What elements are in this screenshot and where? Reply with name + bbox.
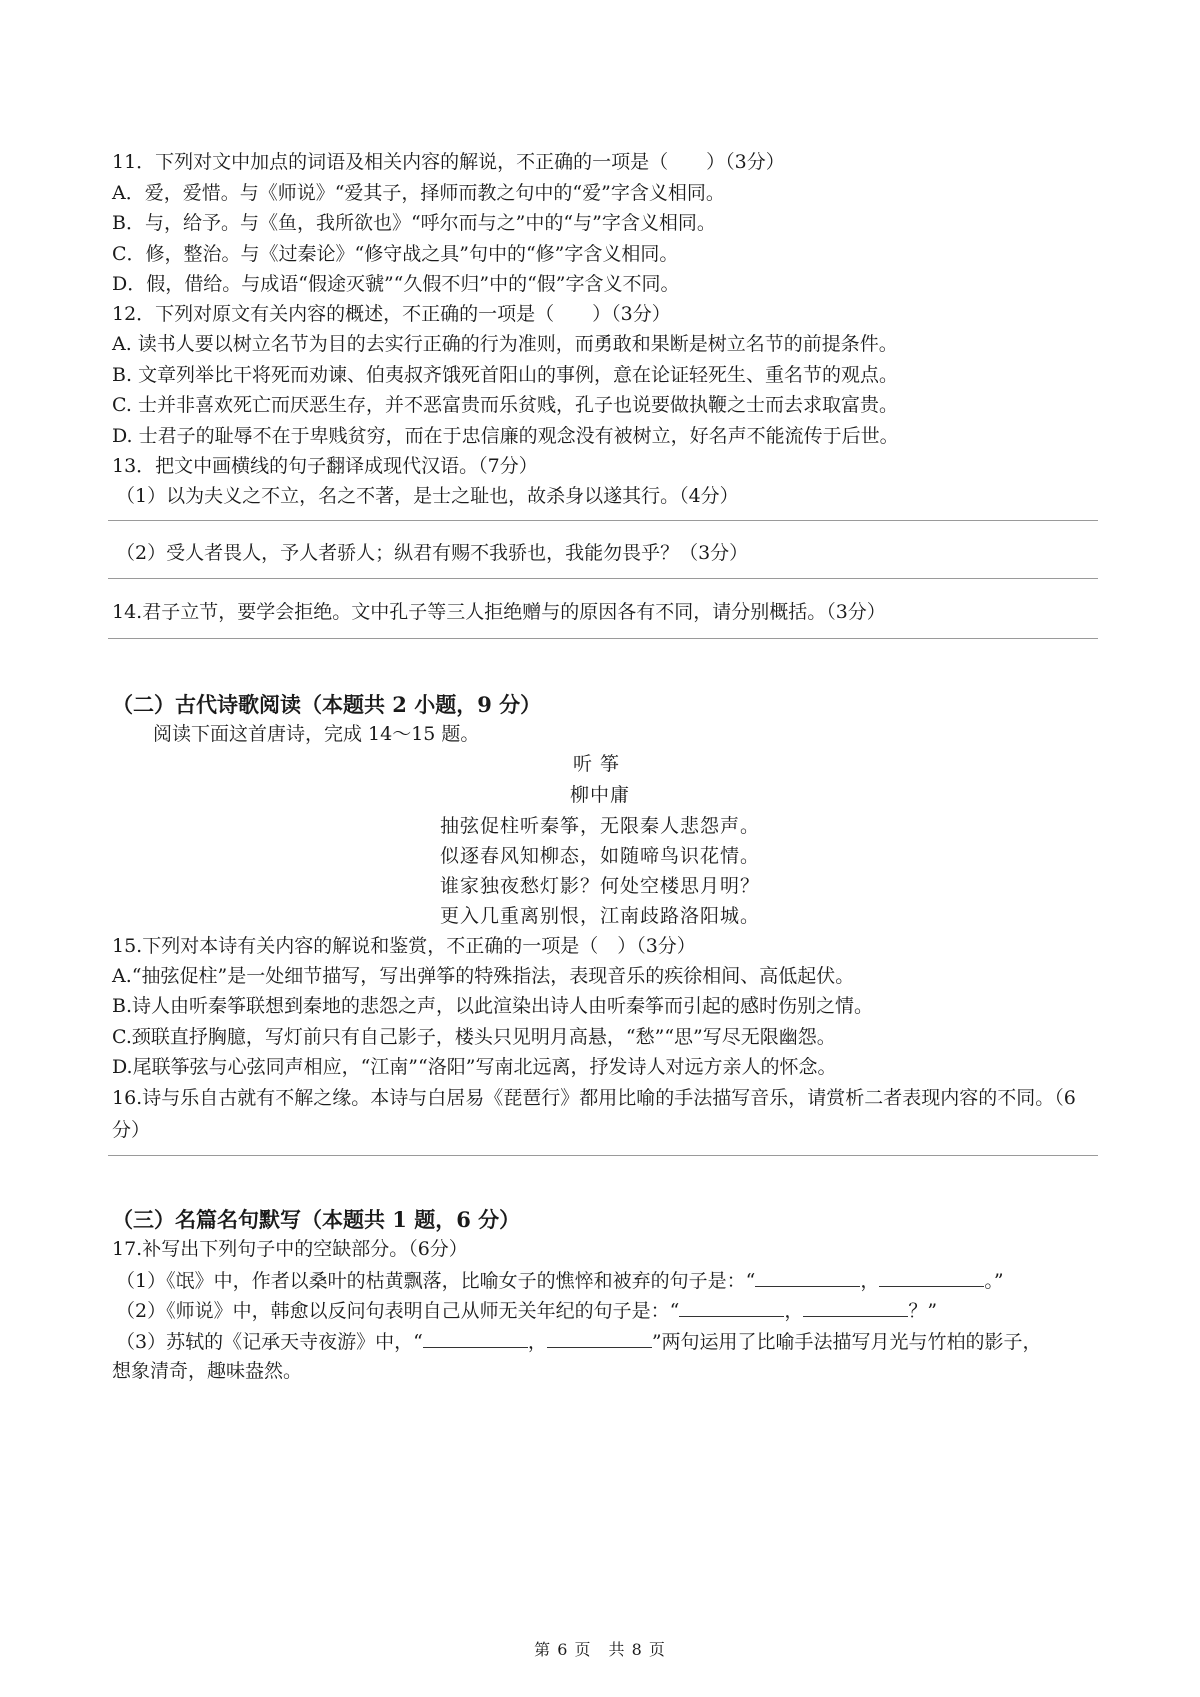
closing-mark: ？” — [908, 1300, 938, 1322]
q17-sub2-prompt: （2）《师说》中，韩愈以反问句表明自己从师无关年纪的句子是：“ — [116, 1300, 680, 1322]
fill-blank[interactable] — [547, 1329, 652, 1348]
q17-stem: 17.补写出下列句子中的空缺部分。（6分） — [112, 1238, 468, 1260]
q13-stem: 13．把文中画横线的句子翻译成现代汉语。（7分） — [112, 455, 538, 477]
q16-stem: 16.诗与乐自古就有不解之缘。本诗与白居易《琵琶行》都用比喻的手法描写音乐，请赏析二者表现内容的不同。（6分） — [112, 1087, 1076, 1141]
poem-line-1: 抽弦促柱听秦筝，无限秦人悲怨声。 — [439, 815, 760, 837]
q15-option-d: D.尾联筝弦与心弦同声相应，“江南”“洛阳”写南北远离，抒发诗人对远方亲人的怀念。 — [112, 1056, 837, 1078]
q15-option-c: C.颈联直抒胸臆，写灯前只有自己影子，楼头只见明月高悬，“愁”“思”写尽无限幽怨。 — [112, 1026, 836, 1048]
q11-option-a: A．爱，爱惜。与《师说》“爱其子，择师而教之句中的“爱”字含义相同。 — [112, 182, 725, 204]
closing-mark: 。” — [984, 1270, 1004, 1292]
q17-sub3-prompt: （3）苏轼的《记承天寺夜游》中，“ — [116, 1331, 423, 1353]
q11-stem: 11．下列对文中加点的词语及相关内容的解说，不正确的一项是（ ）（3分） — [112, 151, 785, 173]
q12-stem: 12．下列对原文有关内容的概述，不正确的一项是（ ）（3分） — [112, 303, 671, 325]
separator: ， — [527, 1331, 547, 1353]
q17-sub2 — [116, 1298, 937, 1323]
q17-sub1-prompt: （1）《氓》中，作者以桑叶的枯黄飘落，比喻女子的憔悴和被弃的句子是：“ — [116, 1270, 756, 1292]
q15-option-a: A.“抽弦促柱”是一处细节描写，写出弹筝的特殊指法，表现音乐的疾徐相间、高低起伏。 — [112, 965, 855, 987]
q15-option-b: B.诗人由听秦筝联想到秦地的悲怨之声，以此渲染出诗人由听秦筝而引起的感时伤别之情。 — [112, 995, 874, 1017]
poem-line-3: 谁家独夜愁灯影？何处空楼思月明？ — [439, 875, 760, 897]
fill-blank[interactable] — [879, 1268, 984, 1287]
answer-line — [108, 520, 1098, 521]
q12-option-c: C. 士并非喜欢死亡而厌恶生存，并不恶富贵而乐贫贱，孔子也说要做执鞭之士而去求取富贵。 — [112, 394, 898, 416]
q11-option-c: C．修，整治。与《过秦论》“修守战之具”句中的“修”字含义相同。 — [112, 243, 679, 265]
poem-title: 听筝 — [572, 753, 627, 775]
poem-line-4: 更入几重离别恨，江南歧路洛阳城。 — [439, 905, 760, 927]
separator: ， — [860, 1270, 880, 1292]
q13-sub2: （2）受人者畏人，予人者骄人；纵君有赐不我骄也，我能勿畏乎？（3分） — [116, 542, 749, 564]
answer-line — [108, 1155, 1098, 1156]
answer-line — [108, 638, 1098, 639]
fill-blank[interactable] — [679, 1298, 784, 1317]
section2-title: （二）古代诗歌阅读（本题共 2 小题，9 分） — [112, 692, 542, 717]
fill-blank[interactable] — [755, 1268, 860, 1287]
q17-sub3-tail: ”两句运用了比喻手法描写月光与竹柏的影子， — [651, 1331, 1042, 1353]
poem-line-2: 似逐春风知柳态，如随啼鸟识花情。 — [439, 845, 760, 867]
q11-option-d: D．假，借给。与成语“假途灭虢”“久假不归”中的“假”字含义不同。 — [112, 273, 680, 295]
poem-author: 柳中庸 — [569, 784, 630, 806]
q13-sub1: （1）以为夫义之不立，名之不著，是士之耻也，故杀身以遂其行。（4分） — [116, 485, 739, 507]
fill-blank[interactable] — [423, 1329, 528, 1348]
q17-sub3-line2: 想象清奇，趣味盎然。 — [112, 1360, 303, 1382]
q12-option-b: B. 文章列举比干将死而劝谏、伯夷叔齐饿死首阳山的事例，意在论证轻死生、重名节的观点。 — [112, 364, 899, 386]
q15-stem: 15.下列对本诗有关内容的解说和鉴赏，不正确的一项是（ ）（3分） — [112, 935, 696, 957]
q12-option-d: D. 士君子的耻辱不在于卑贱贫穷，而在于忠信廉的观念没有被树立，好名声不能流传于后世。 — [112, 425, 899, 447]
answer-line — [108, 578, 1098, 579]
q17-sub3 — [116, 1329, 1042, 1354]
section3-title: （三）名篇名句默写（本题共 1 题，6 分） — [112, 1207, 521, 1232]
q17-sub1 — [116, 1268, 1004, 1293]
q11-option-b: B．与，给予。与《鱼，我所欲也》“呼尔而与之”中的“与”字含义相同。 — [112, 212, 716, 234]
q14-stem: 14.君子立节，要学会拒绝。文中孔子等三人拒绝赠与的原因各有不同，请分别概括。（3分） — [112, 601, 886, 623]
fill-blank[interactable] — [803, 1298, 908, 1317]
separator: ， — [784, 1300, 804, 1322]
q12-option-a: A. 读书人要以树立名节为目的去实行正确的行为准则，而勇敢和果断是树立名节的前提条件。 — [112, 333, 898, 355]
section2-intro: 阅读下面这首唐诗，完成 14～15 题。 — [153, 723, 480, 745]
page-footer: 第 6 页 共 8 页 — [534, 1640, 666, 1659]
